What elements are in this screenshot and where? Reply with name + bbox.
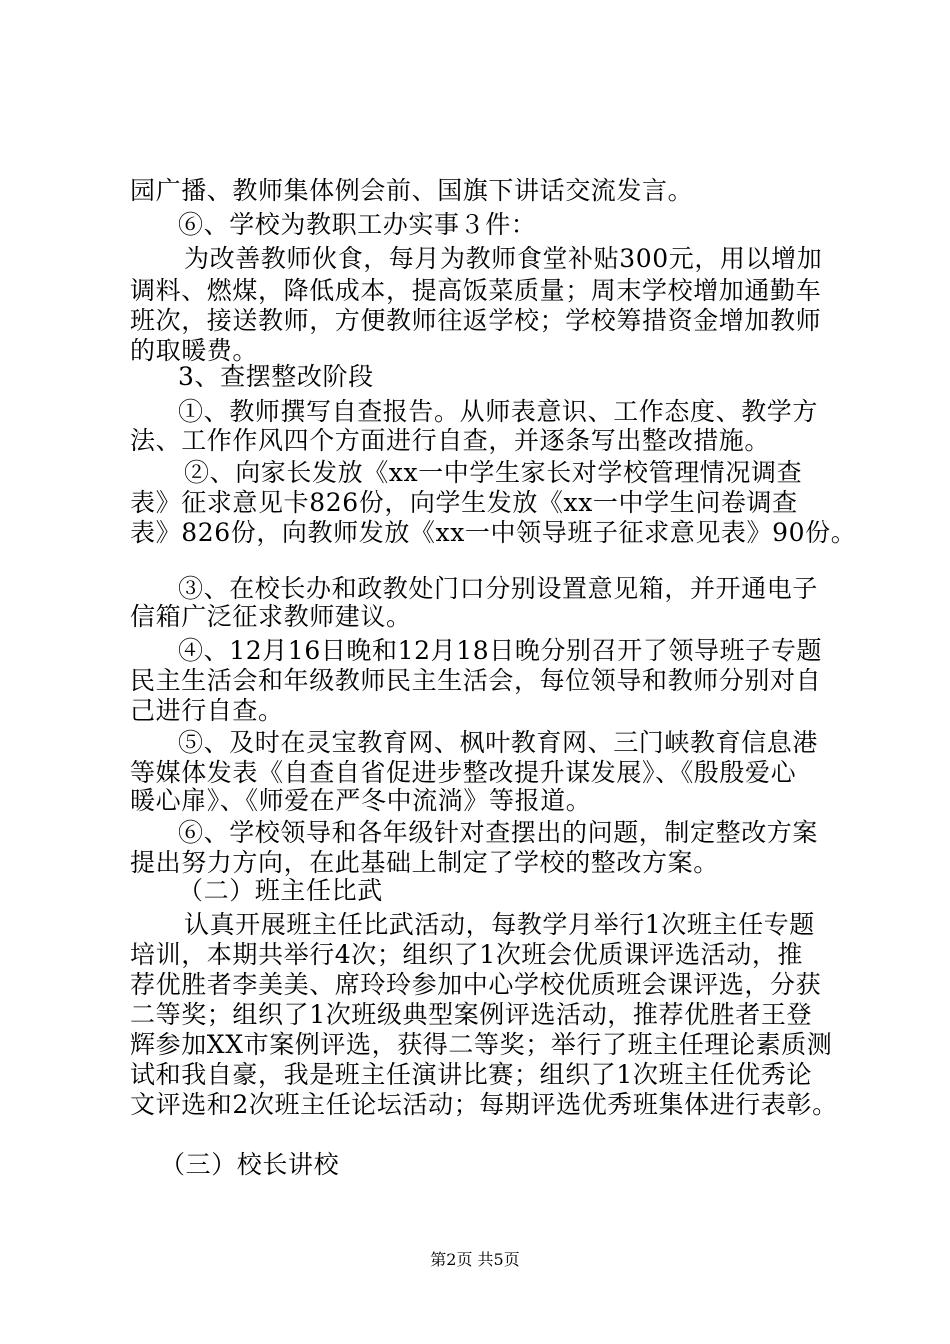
text-line: 班次，接送教师，方便教师往返学校；学校筹措资金增加教师 [130, 306, 822, 335]
text-line: 提出努力方向，在此基础上制定了学校的整改方案。 [130, 848, 719, 877]
text-line: 调料、燃煤，降低成本，提高饭菜质量；周末学校增加通勤车 [130, 276, 822, 305]
text-line: 表》826份，向教师发放《xx一中领导班子征求意见表》90份。 [130, 518, 857, 547]
page-footer: 第2页 共5页 [430, 1250, 520, 1269]
text-line: 为改善教师伙食，每月为教师食堂补贴300元，用以增加 [184, 244, 823, 273]
text-line: 辉参加XX市案例评选，获得二等奖；举行了班主任理论素质测 [130, 1030, 833, 1059]
text-line: 荐优胜者李美美、席玲玲参加中心学校优质班会课评选，分获 [130, 970, 822, 999]
text-line: 培训，本期共举行4次；组织了1次班会优质课评选活动，推 [130, 940, 804, 969]
section-heading: 3、查摆整改阶段 [178, 362, 374, 391]
text-line: 信箱广泛征求教师建议。 [130, 602, 412, 631]
text-line: 文评选和2次班主任论坛活动；每期评选优秀班集体进行表彰。 [130, 1090, 838, 1119]
section-heading: （二）班主任比武 [178, 876, 383, 905]
text-line: 法、工作作风四个方面进行自查，并逐条写出整改措施。 [130, 426, 771, 455]
text-line: 的取暖费。 [130, 336, 259, 365]
text-line: ③、在校长办和政教处门口分别设置意见箱，并开通电子 [178, 574, 819, 603]
text-line: 表》征求意见卡826份，向学生发放《xx一中学生问卷调查 [130, 488, 798, 517]
text-line: ⑤、及时在灵宝教育网、枫叶教育网、三门峡教育信息港 [178, 728, 819, 757]
text-line: 己进行自查。 [130, 696, 284, 725]
text-line: 民主生活会和年级教师民主生活会，每位领导和教师分别对自 [130, 666, 822, 695]
text-line: ④、12月16日晚和12月18日晚分别召开了领导班子专题 [178, 636, 823, 665]
text-line: ⑥、学校领导和各年级针对查摆出的问题，制定整改方案 [178, 818, 819, 847]
text-line: 二等奖；组织了1次班级典型案例评选活动，推荐优胜者王登 [130, 1000, 813, 1029]
text-line: 园广播、教师集体例会前、国旗下讲话交流发言。 [130, 176, 694, 205]
text-line: 认真开展班主任比武活动，每教学月举行1次班主任专题 [184, 910, 815, 939]
text-line: ①、教师撰写自查报告。从师表意识、工作态度、教学方 [178, 397, 819, 426]
text-line: ⑥、学校为教职工办实事３件： [178, 210, 537, 239]
text-line: ②、向家长发放《xx一中学生家长对学校管理情况调查 [184, 458, 803, 487]
text-line: 暖心扉》、《师爱在严冬中流淌》等报道。 [130, 786, 592, 815]
text-line: 等媒体发表《自查自省促进步整改提升谋发展》、《殷殷爱心 [130, 758, 797, 787]
text-line: 试和我自豪，我是班主任演讲比赛；组织了1次班主任优秀论 [130, 1060, 813, 1089]
section-heading: （三）校长讲校 [160, 1150, 340, 1179]
